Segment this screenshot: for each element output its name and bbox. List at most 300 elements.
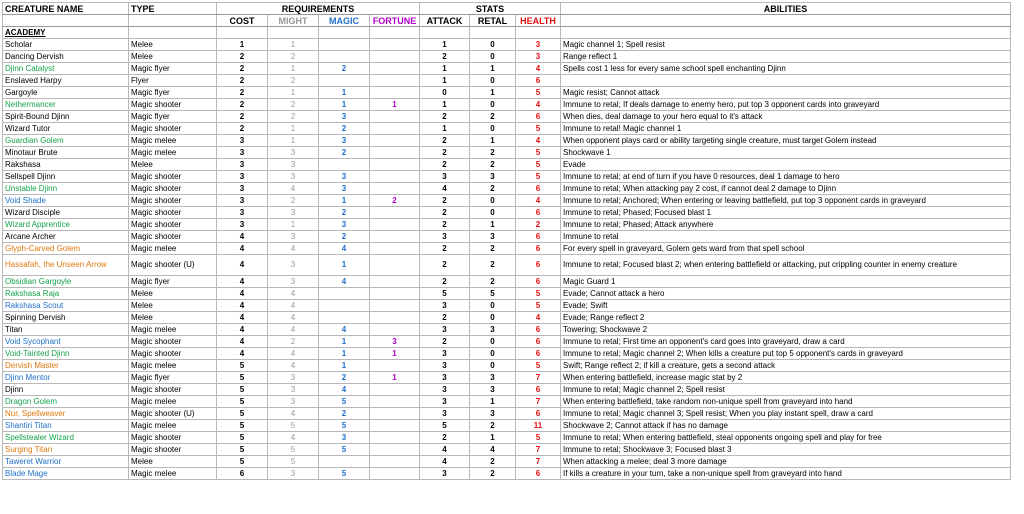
creature-row xyxy=(3,171,1011,183)
creature-name: Obsidian Gargoyle xyxy=(3,276,129,288)
might-cell: 1 xyxy=(268,63,319,75)
attack-cell: 4 xyxy=(420,444,470,456)
fortune-cell xyxy=(370,159,420,171)
creature-type: Melee xyxy=(129,288,217,300)
magic-cell: 1 xyxy=(319,87,370,99)
attack-cell: 3 xyxy=(420,348,470,360)
cost-cell: 5 xyxy=(217,432,268,444)
health-cell: 6 xyxy=(516,111,561,123)
creature-name: Taweret Warrior xyxy=(3,456,129,468)
cost-cell: 3 xyxy=(217,219,268,231)
might-cell: 4 xyxy=(268,432,319,444)
magic-cell: 3 xyxy=(319,183,370,195)
health-cell: 4 xyxy=(516,135,561,147)
might-cell: 1 xyxy=(268,123,319,135)
faction-row xyxy=(3,27,1011,39)
abilities-cell: Swift; Range reflect 2; if kill a creature, gets a second attack xyxy=(561,360,1011,372)
fortune-cell xyxy=(370,360,420,372)
fortune-cell xyxy=(370,183,420,195)
creature-type: Magic shooter xyxy=(129,183,217,195)
creature-row xyxy=(3,111,1011,123)
creature-type: Magic flyer xyxy=(129,372,217,384)
creature-name: Minotaur Brute xyxy=(3,147,129,159)
cost-cell: 4 xyxy=(217,348,268,360)
attack-cell: 3 xyxy=(420,324,470,336)
creature-row xyxy=(3,183,1011,195)
abilities-cell: Immune to retal; When attacking pay 2 cost, if cannot deal 2 damage to Djinn xyxy=(561,183,1011,195)
attack-cell: 3 xyxy=(420,171,470,183)
creature-type: Melee xyxy=(129,159,217,171)
magic-cell: 4 xyxy=(319,324,370,336)
retal-cell: 2 xyxy=(470,147,516,159)
might-cell: 4 xyxy=(268,300,319,312)
abilities-cell: Immune to retal xyxy=(561,231,1011,243)
might-cell: 3 xyxy=(268,372,319,384)
abilities-cell xyxy=(561,75,1011,87)
health-cell: 3 xyxy=(516,39,561,51)
attack-cell: 3 xyxy=(420,231,470,243)
creature-name: Wizard Apprentice xyxy=(3,219,129,231)
cost-cell: 3 xyxy=(217,171,268,183)
creature-type: Magic shooter xyxy=(129,171,217,183)
might-cell: 3 xyxy=(268,231,319,243)
fortune-cell xyxy=(370,408,420,420)
attack-cell: 2 xyxy=(420,219,470,231)
fortune-cell: 3 xyxy=(370,336,420,348)
cost-cell: 3 xyxy=(217,207,268,219)
creature-type: Magic shooter xyxy=(129,123,217,135)
health-cell: 5 xyxy=(516,288,561,300)
fortune-cell xyxy=(370,384,420,396)
creature-row xyxy=(3,372,1011,384)
health-cell: 6 xyxy=(516,207,561,219)
creature-row xyxy=(3,324,1011,336)
might-cell: 4 xyxy=(268,183,319,195)
header-attack: ATTACK xyxy=(420,15,470,27)
retal-cell: 3 xyxy=(470,231,516,243)
health-cell: 5 xyxy=(516,159,561,171)
magic-cell: 5 xyxy=(319,468,370,480)
abilities-cell: Immune to retal; Phased; Attack anywhere xyxy=(561,219,1011,231)
cost-cell: 3 xyxy=(217,195,268,207)
retal-cell: 0 xyxy=(470,39,516,51)
might-cell: 5 xyxy=(268,456,319,468)
abilities-cell: Immune to retal; Magic channel 2; Spell resist xyxy=(561,384,1011,396)
creature-name: Dervish Master xyxy=(3,360,129,372)
creature-row xyxy=(3,75,1011,87)
creature-row xyxy=(3,456,1011,468)
fortune-cell xyxy=(370,243,420,255)
fortune-cell: 1 xyxy=(370,348,420,360)
abilities-cell: Shockwave 1 xyxy=(561,147,1011,159)
abilities-cell: When entering battlefield, take random non-unique spell from graveyard into hand xyxy=(561,396,1011,408)
health-cell: 5 xyxy=(516,432,561,444)
cost-cell: 2 xyxy=(217,87,268,99)
attack-cell: 4 xyxy=(420,456,470,468)
might-cell: 4 xyxy=(268,243,319,255)
cost-cell: 2 xyxy=(217,51,268,63)
abilities-cell: When attacking a melee; deal 3 more damage xyxy=(561,456,1011,468)
creature-name: Rakshasa Raja xyxy=(3,288,129,300)
header-row-columns xyxy=(3,15,1011,27)
abilities-cell: Evade; Swift xyxy=(561,300,1011,312)
health-cell: 3 xyxy=(516,51,561,63)
abilities-cell: Towering; Shockwave 2 xyxy=(561,324,1011,336)
health-cell: 6 xyxy=(516,75,561,87)
attack-cell: 1 xyxy=(420,63,470,75)
attack-cell: 2 xyxy=(420,51,470,63)
magic-cell: 5 xyxy=(319,420,370,432)
header-fortune: FORTUNE xyxy=(370,15,420,27)
cost-cell: 4 xyxy=(217,324,268,336)
creature-type: Flyer xyxy=(129,75,217,87)
cost-cell: 5 xyxy=(217,396,268,408)
fortune-cell xyxy=(370,147,420,159)
magic-cell: 5 xyxy=(319,444,370,456)
abilities-cell: For every spell in graveyard, Golem gets ward from that spell school xyxy=(561,243,1011,255)
header-stats: STATS xyxy=(420,3,561,15)
creature-type: Magic melee xyxy=(129,135,217,147)
creature-name: Spellstealer Wizard xyxy=(3,432,129,444)
magic-cell xyxy=(319,456,370,468)
abilities-cell: Magic Guard 1 xyxy=(561,276,1011,288)
abilities-cell: Magic resist; Cannot attack xyxy=(561,87,1011,99)
abilities-cell: Immune to retal; Shockwave 3; Focused blast 3 xyxy=(561,444,1011,456)
fortune-cell xyxy=(370,207,420,219)
retal-cell: 0 xyxy=(470,348,516,360)
attack-cell: 1 xyxy=(420,99,470,111)
health-cell: 11 xyxy=(516,420,561,432)
creature-name: Guardian Golem xyxy=(3,135,129,147)
attack-cell: 0 xyxy=(420,87,470,99)
creature-name: Unstable Djinn xyxy=(3,183,129,195)
magic-cell: 3 xyxy=(319,111,370,123)
abilities-cell: Immune to retal; When entering battlefield, steal opponents ongoing spell and play for free xyxy=(561,432,1011,444)
fortune-cell xyxy=(370,123,420,135)
retal-cell: 0 xyxy=(470,336,516,348)
creature-name: Scholar xyxy=(3,39,129,51)
creature-row xyxy=(3,243,1011,255)
creature-type: Magic shooter xyxy=(129,231,217,243)
header-abilities: ABILITIES xyxy=(561,3,1011,15)
abilities-cell: When entering battlefield, increase magic stat by 2 xyxy=(561,372,1011,384)
attack-cell: 2 xyxy=(420,207,470,219)
creature-name: Blade Mage xyxy=(3,468,129,480)
cost-cell: 2 xyxy=(217,111,268,123)
retal-cell: 1 xyxy=(470,432,516,444)
retal-cell: 2 xyxy=(470,420,516,432)
creature-row xyxy=(3,159,1011,171)
abilities-cell: Evade xyxy=(561,159,1011,171)
creature-row xyxy=(3,444,1011,456)
might-cell: 2 xyxy=(268,75,319,87)
attack-cell: 2 xyxy=(420,432,470,444)
attack-cell: 2 xyxy=(420,135,470,147)
cost-cell: 5 xyxy=(217,408,268,420)
attack-cell: 5 xyxy=(420,288,470,300)
creature-type: Magic flyer xyxy=(129,87,217,99)
attack-cell: 2 xyxy=(420,111,470,123)
creature-type: Magic melee xyxy=(129,420,217,432)
creature-row xyxy=(3,396,1011,408)
creature-row xyxy=(3,432,1011,444)
health-cell: 5 xyxy=(516,87,561,99)
retal-cell: 1 xyxy=(470,135,516,147)
cost-cell: 5 xyxy=(217,384,268,396)
health-cell: 7 xyxy=(516,372,561,384)
retal-cell: 1 xyxy=(470,396,516,408)
attack-cell: 1 xyxy=(420,39,470,51)
cost-cell: 3 xyxy=(217,183,268,195)
might-cell: 2 xyxy=(268,195,319,207)
magic-cell: 2 xyxy=(319,408,370,420)
creature-name: Titan xyxy=(3,324,129,336)
magic-cell: 2 xyxy=(319,231,370,243)
might-cell: 3 xyxy=(268,171,319,183)
retal-cell: 1 xyxy=(470,219,516,231)
might-cell: 2 xyxy=(268,336,319,348)
magic-cell: 1 xyxy=(319,348,370,360)
attack-cell: 3 xyxy=(420,468,470,480)
magic-cell: 3 xyxy=(319,135,370,147)
magic-cell: 1 xyxy=(319,336,370,348)
attack-cell: 3 xyxy=(420,372,470,384)
magic-cell xyxy=(319,75,370,87)
creature-type: Magic shooter xyxy=(129,384,217,396)
creature-type: Magic shooter xyxy=(129,444,217,456)
retal-cell: 0 xyxy=(470,99,516,111)
magic-cell: 4 xyxy=(319,384,370,396)
cost-cell: 4 xyxy=(217,243,268,255)
retal-cell: 0 xyxy=(470,300,516,312)
abilities-cell: Evade; Range reflect 2 xyxy=(561,312,1011,324)
health-cell: 5 xyxy=(516,147,561,159)
abilities-cell: When dies, deal damage to your hero equal to it's attack xyxy=(561,111,1011,123)
cost-cell: 5 xyxy=(217,360,268,372)
creature-type: Magic shooter xyxy=(129,219,217,231)
fortune-cell xyxy=(370,288,420,300)
attack-cell: 1 xyxy=(420,123,470,135)
might-cell: 2 xyxy=(268,51,319,63)
magic-cell: 1 xyxy=(319,99,370,111)
fortune-cell xyxy=(370,255,420,276)
cost-cell: 6 xyxy=(217,468,268,480)
header-magic: MAGIC xyxy=(319,15,370,27)
cost-cell: 2 xyxy=(217,63,268,75)
retal-cell: 3 xyxy=(470,408,516,420)
fortune-cell xyxy=(370,63,420,75)
might-cell: 4 xyxy=(268,324,319,336)
magic-cell: 4 xyxy=(319,276,370,288)
fortune-cell xyxy=(370,396,420,408)
creature-name: Nethermancer xyxy=(3,99,129,111)
abilities-cell: When opponent plays card or ability targeting single creature, must target Golem instead xyxy=(561,135,1011,147)
magic-cell: 2 xyxy=(319,372,370,384)
creature-type: Magic melee xyxy=(129,243,217,255)
retal-cell: 0 xyxy=(470,207,516,219)
header-row-groups xyxy=(3,3,1011,15)
creature-type: Magic shooter xyxy=(129,432,217,444)
creature-type: Melee xyxy=(129,51,217,63)
creature-row xyxy=(3,360,1011,372)
magic-cell: 1 xyxy=(319,255,370,276)
health-cell: 6 xyxy=(516,324,561,336)
health-cell: 2 xyxy=(516,219,561,231)
fortune-cell xyxy=(370,135,420,147)
attack-cell: 3 xyxy=(420,300,470,312)
retal-cell: 0 xyxy=(470,312,516,324)
creature-row xyxy=(3,123,1011,135)
health-cell: 4 xyxy=(516,99,561,111)
might-cell: 2 xyxy=(268,111,319,123)
retal-cell: 1 xyxy=(470,63,516,75)
creature-name: Djinn xyxy=(3,384,129,396)
cost-cell: 2 xyxy=(217,75,268,87)
creature-type: Magic shooter xyxy=(129,195,217,207)
header-creature-name: CREATURE NAME xyxy=(3,3,129,15)
retal-cell: 2 xyxy=(470,255,516,276)
health-cell: 6 xyxy=(516,336,561,348)
cost-cell: 3 xyxy=(217,159,268,171)
cost-cell: 5 xyxy=(217,444,268,456)
header-cost: COST xyxy=(217,15,268,27)
abilities-cell: Magic channel 1; Spell resist xyxy=(561,39,1011,51)
creature-table xyxy=(2,2,1011,480)
might-cell: 3 xyxy=(268,147,319,159)
retal-cell: 2 xyxy=(470,456,516,468)
cost-cell: 4 xyxy=(217,312,268,324)
fortune-cell xyxy=(370,312,420,324)
creature-row xyxy=(3,99,1011,111)
attack-cell: 2 xyxy=(420,276,470,288)
abilities-cell: Spells cost 1 less for every same school spell enchanting Djinn xyxy=(561,63,1011,75)
attack-cell: 2 xyxy=(420,255,470,276)
might-cell: 2 xyxy=(268,99,319,111)
creature-type: Magic shooter (U) xyxy=(129,255,217,276)
attack-cell: 4 xyxy=(420,183,470,195)
health-cell: 6 xyxy=(516,348,561,360)
cost-cell: 3 xyxy=(217,135,268,147)
cost-cell: 4 xyxy=(217,288,268,300)
health-cell: 7 xyxy=(516,444,561,456)
abilities-cell: Evade; Cannot attack a hero xyxy=(561,288,1011,300)
creature-type: Melee xyxy=(129,300,217,312)
abilities-cell: Immune to retal; First time an opponent's card goes into graveyard, draw a card xyxy=(561,336,1011,348)
creature-name: Void Shade xyxy=(3,195,129,207)
creature-row xyxy=(3,231,1011,243)
might-cell: 3 xyxy=(268,396,319,408)
health-cell: 6 xyxy=(516,255,561,276)
retal-cell: 0 xyxy=(470,75,516,87)
creature-row xyxy=(3,408,1011,420)
abilities-cell: If kills a creature in your turn, take a non-unique spell from graveyard into hand xyxy=(561,468,1011,480)
creature-row xyxy=(3,63,1011,75)
cost-cell: 5 xyxy=(217,420,268,432)
fortune-cell xyxy=(370,324,420,336)
attack-cell: 2 xyxy=(420,195,470,207)
magic-cell xyxy=(319,39,370,51)
creature-row xyxy=(3,51,1011,63)
might-cell: 1 xyxy=(268,219,319,231)
retal-cell: 2 xyxy=(470,111,516,123)
retal-cell: 2 xyxy=(470,468,516,480)
attack-cell: 1 xyxy=(420,75,470,87)
abilities-cell: Range reflect 1 xyxy=(561,51,1011,63)
creature-name: Shantiri Titan xyxy=(3,420,129,432)
creature-row xyxy=(3,276,1011,288)
health-cell: 6 xyxy=(516,468,561,480)
fortune-cell xyxy=(370,51,420,63)
fortune-cell: 1 xyxy=(370,99,420,111)
health-cell: 4 xyxy=(516,195,561,207)
magic-cell: 4 xyxy=(319,243,370,255)
retal-cell: 0 xyxy=(470,360,516,372)
creature-type: Magic melee xyxy=(129,396,217,408)
health-cell: 6 xyxy=(516,384,561,396)
might-cell: 4 xyxy=(268,348,319,360)
header-health: HEALTH xyxy=(516,15,561,27)
fortune-cell xyxy=(370,420,420,432)
creature-type: Magic flyer xyxy=(129,63,217,75)
attack-cell: 2 xyxy=(420,159,470,171)
retal-cell: 0 xyxy=(470,195,516,207)
health-cell: 5 xyxy=(516,360,561,372)
health-cell: 7 xyxy=(516,396,561,408)
attack-cell: 5 xyxy=(420,420,470,432)
creature-row xyxy=(3,288,1011,300)
magic-cell: 2 xyxy=(319,63,370,75)
creature-name: Wizard Tutor xyxy=(3,123,129,135)
creature-name: Spirit-Bound Djinn xyxy=(3,111,129,123)
magic-cell xyxy=(319,288,370,300)
creature-name: Glyph-Carved Golem xyxy=(3,243,129,255)
fortune-cell xyxy=(370,219,420,231)
cost-cell: 5 xyxy=(217,372,268,384)
fortune-cell xyxy=(370,231,420,243)
creature-name: Spinning Dervish xyxy=(3,312,129,324)
might-cell: 4 xyxy=(268,312,319,324)
health-cell: 7 xyxy=(516,456,561,468)
retal-cell: 2 xyxy=(470,243,516,255)
might-cell: 5 xyxy=(268,420,319,432)
creature-type: Magic flyer xyxy=(129,276,217,288)
health-cell: 6 xyxy=(516,183,561,195)
creature-row xyxy=(3,384,1011,396)
cost-cell: 3 xyxy=(217,147,268,159)
retal-cell: 3 xyxy=(470,384,516,396)
creature-row xyxy=(3,39,1011,51)
creature-name: Surging Titan xyxy=(3,444,129,456)
magic-cell xyxy=(319,51,370,63)
health-cell: 6 xyxy=(516,231,561,243)
retal-cell: 2 xyxy=(470,276,516,288)
cost-cell: 4 xyxy=(217,276,268,288)
abilities-cell: Immune to retal; Phased; Focused blast 1 xyxy=(561,207,1011,219)
creature-name: Void Sycophant xyxy=(3,336,129,348)
retal-cell: 3 xyxy=(470,171,516,183)
cost-cell: 2 xyxy=(217,123,268,135)
fortune-cell xyxy=(370,276,420,288)
creature-row xyxy=(3,147,1011,159)
fortune-cell xyxy=(370,75,420,87)
creature-type: Magic melee xyxy=(129,468,217,480)
creature-type: Melee xyxy=(129,456,217,468)
creature-name: Dragon Golem xyxy=(3,396,129,408)
abilities-cell: Immune to retal; Anchored; When entering or leaving battlefield, put top 3 opponent cards in graveyard xyxy=(561,195,1011,207)
magic-cell: 2 xyxy=(319,207,370,219)
cost-cell: 4 xyxy=(217,231,268,243)
creature-name: Gargoyle xyxy=(3,87,129,99)
